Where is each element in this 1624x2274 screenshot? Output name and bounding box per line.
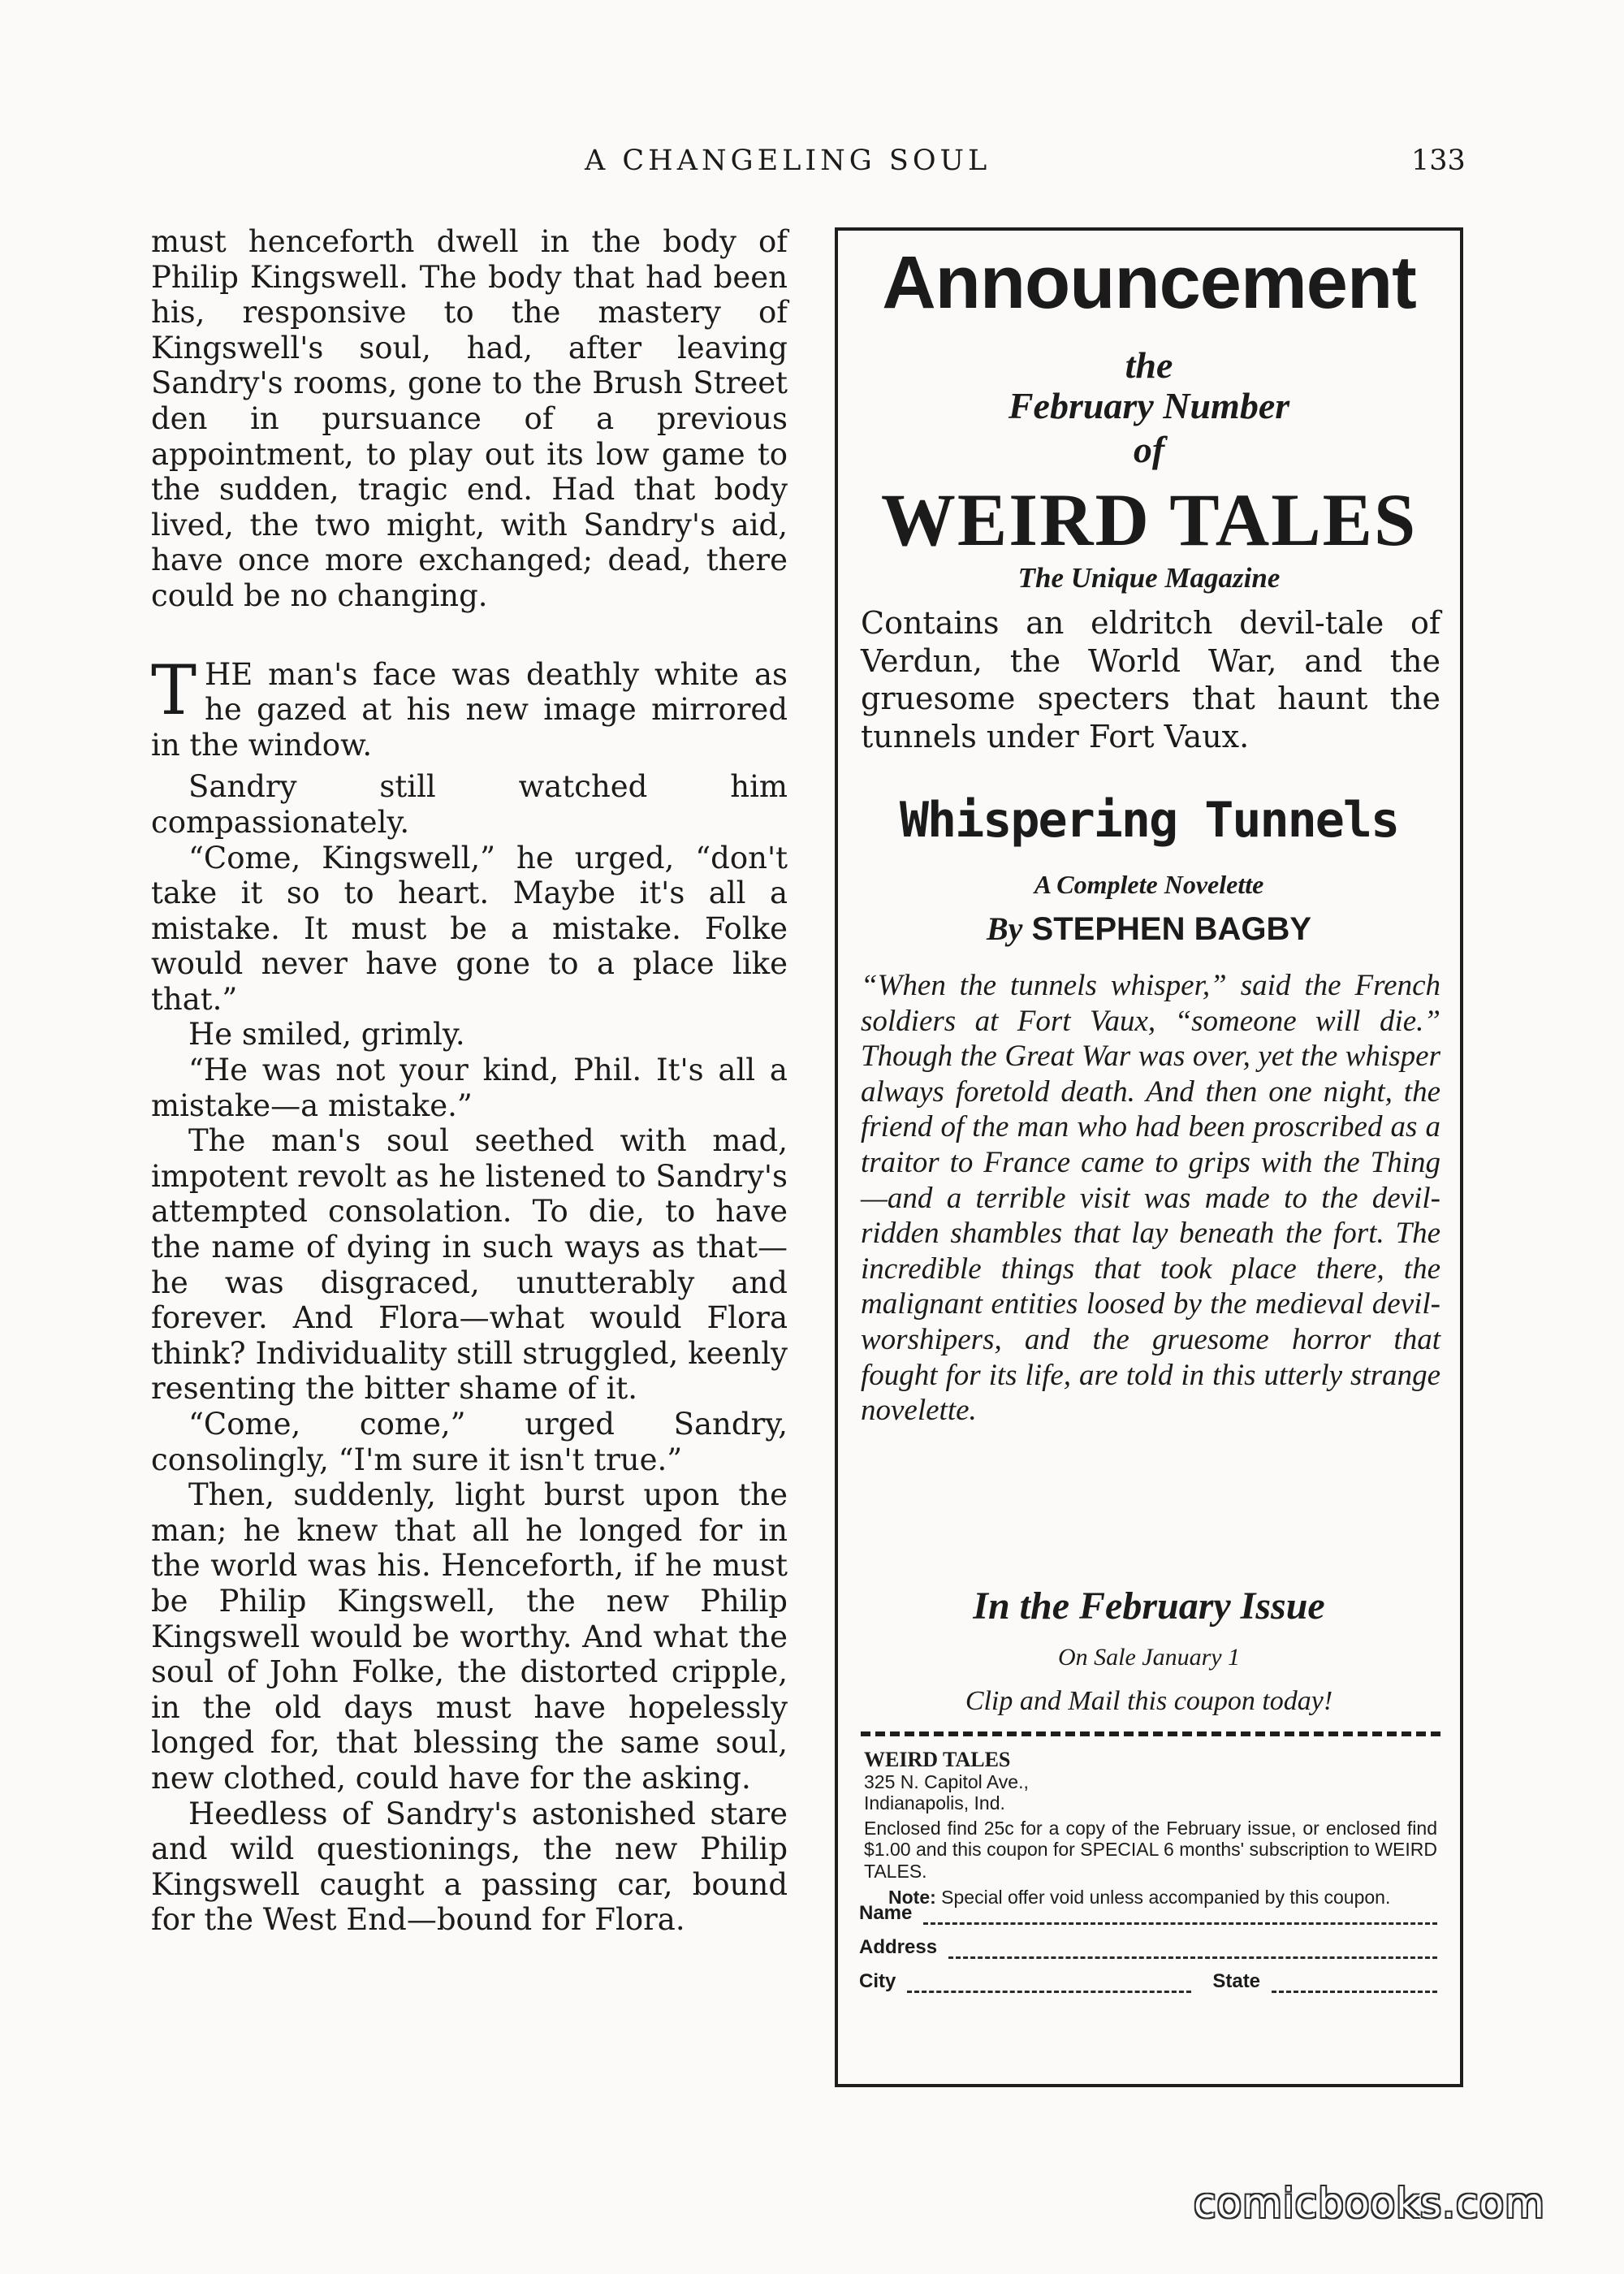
story-paragraph: “Come, come,” urged Sandry, consolingly, “I'm sure it isn't true.” <box>151 1407 788 1477</box>
story-paragraph: Then, suddenly, light burst upon the man; he knew that all he longed for in the world was his. Henceforth, if he must be Philip Kingswell, the new Philip Kingswell would be worthy. And what the soul of John Folke, the distorted cripple, in the old days must have hopelessly longed for, that blessing the same soul, new clothed, could have for the asking. <box>151 1477 788 1796</box>
ad-story-title: Whispering Tunnels <box>899 792 1399 849</box>
ad-on-sale: On Sale January 1 <box>1057 1644 1241 1671</box>
ad-story-author: STEPHEN BAGBY <box>1031 911 1312 947</box>
running-title: A CHANGELING SOUL <box>585 145 991 177</box>
story-paragraph: must henceforth dwell in the body of Philip Kingswell. The body that had been his, responsive to the mastery of Kingswell's soul, had, after leaving Sandry's rooms, gone to the Brush Street den in pursuance of a previous appointment, to play out its low game to the sudden, tragic end. Had that body lived, the two might, with Sandry's aid, have once more exchanged; dead, there could be no changing. <box>151 224 788 613</box>
ad-clip-notice: Clip and Mail this coupon today! <box>965 1686 1333 1716</box>
ad-headline: Announcement <box>882 241 1416 324</box>
coupon-state-label: State <box>1212 1970 1261 1992</box>
announcement-ad <box>835 227 1463 2087</box>
ad-the: the <box>1125 344 1173 386</box>
coupon-note-text: Special offer void unless accompanied by this coupon. <box>941 1887 1391 1908</box>
ad-of: of <box>1133 429 1165 470</box>
coupon-cut-line <box>861 1731 1440 1736</box>
story-paragraph: “He was not your kind, Phil. It's all a mistake—a mistake.” <box>151 1053 788 1123</box>
ad-story-by: By <box>986 910 1023 947</box>
ad-story-byline <box>838 910 1460 949</box>
coupon-publisher: WEIRD TALES <box>864 1748 1011 1771</box>
ad-story-synopsis: “When the tunnels whisper,” said the French soldiers at Fort Vaux, “someone will die.” Though the Great War was over, yet the whisper always foretold death. And then one night, the friend of the man who had been proscribed as a traitor to France came to grips with the Thing—and a terrible visit was made to the devil-ridden shambles that lay beneath the fort. The incredible things that took place there, the malignant entities loosed by the medieval devil-worshipers, and the gruesome horror that fought for its life, are told in this utterly strange novelette. <box>861 969 1440 1428</box>
story-paragraph: The man's soul seethed with mad, impotent revolt as he listened to Sandry's attempted consolation. To die, to have the name of dying in such ways as that—he was disgraced, unutterably and forever. And Flora—what would Flora think? Individuality still struggled, keenly resenting the bitter shame of it. <box>151 1123 788 1407</box>
site-watermark: comicbooks.com <box>1194 2180 1545 2227</box>
ad-magazine-name: WEIRD TALES <box>880 478 1418 561</box>
story-column <box>151 224 788 1938</box>
coupon-address-label: Address <box>859 1936 938 1958</box>
coupon-body: Enclosed find 25c for a copy of the February issue, or enclosed find $1.00 and this coupon for SPECIAL 6 months' subscription to WEIRD TALES. <box>864 1817 1437 1882</box>
page-number: 133 <box>1411 145 1466 177</box>
coupon-city-state-field[interactable] <box>859 1964 1437 1993</box>
ad-issue-name: February Number <box>1008 385 1290 426</box>
ad-tagline: The Unique Magazine <box>1017 562 1281 594</box>
coupon-address-line: 325 N. Capitol Ave., <box>864 1770 1029 1792</box>
coupon-note-label: Note: <box>888 1887 936 1908</box>
coupon-name-label: Name <box>859 1902 913 1924</box>
coupon-address-line[interactable] <box>948 1942 1437 1959</box>
coupon-name-line[interactable] <box>923 1908 1437 1925</box>
subscription-coupon <box>864 1749 1437 1909</box>
coupon-address-field[interactable] <box>859 1930 1437 1959</box>
ad-story-kind: A Complete Novelette <box>1034 870 1264 899</box>
coupon-name-field[interactable] <box>859 1896 1437 1925</box>
ad-blurb: Contains an eldritch devil-tale of Verdun, the World War, and the gruesome specters that haunt the tunnels under Fort Vaux. <box>861 605 1440 754</box>
ad-february-issue: In the February Issue <box>973 1584 1325 1628</box>
story-paragraph: Heedless of Sandry's astonished stare and wild questionings, the new Philip Kingswell caught a passing car, bound for the West End—bound for Flora. <box>151 1796 788 1938</box>
drop-cap: T <box>151 650 197 730</box>
coupon-city-label: City <box>859 1970 896 1992</box>
story-paragraph: “Come, Kingswell,” he urged, “don't take it so to heart. Maybe it's all a mistake. It must be a mistake. Folke would never have gone to a place like that.” <box>151 840 788 1017</box>
story-paragraph: Sandry still watched him compassionately. <box>151 769 788 840</box>
coupon-state-line[interactable] <box>1272 1976 1437 1993</box>
coupon-address-line: Indianapolis, Ind. <box>864 1792 1005 1814</box>
story-paragraph: He smiled, grimly. <box>188 1017 465 1053</box>
story-paragraph-text: HE man's face was deathly white as he gazed at his new image mirrored in the window. <box>151 656 788 763</box>
coupon-city-line[interactable] <box>907 1976 1191 1993</box>
story-paragraph-dropcap <box>151 650 788 763</box>
running-head <box>0 138 1624 187</box>
